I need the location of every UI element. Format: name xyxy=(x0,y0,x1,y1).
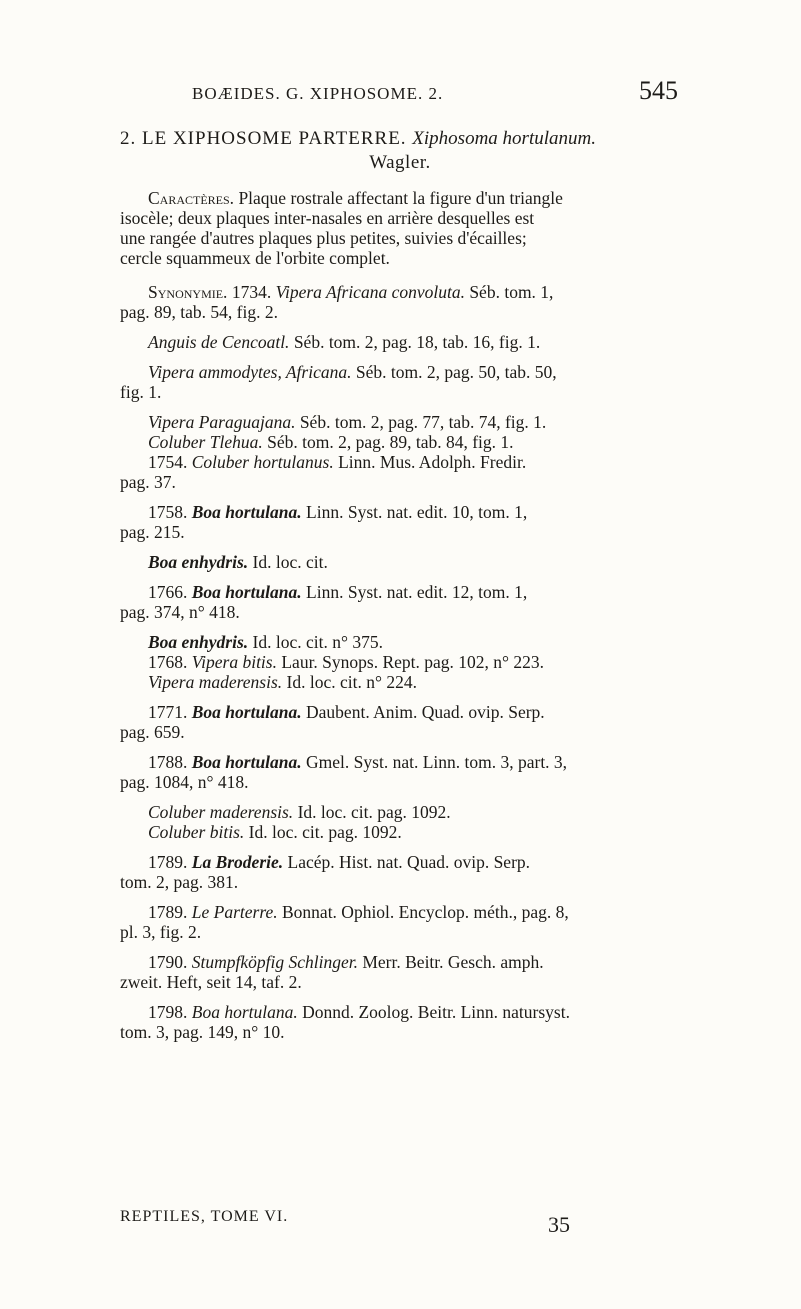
entry-name: Coluber hortulanus. xyxy=(191,452,334,472)
running-title: BOÆIDES. G. XIPHOSOME. 2. xyxy=(192,84,444,103)
entry-reference-cont: tom. 3, pag. 149, n° 10. xyxy=(120,1022,285,1042)
page-footer xyxy=(120,1208,680,1238)
synonymy-entry xyxy=(120,582,680,622)
synonymy-entry xyxy=(120,952,680,992)
entry-name: Coluber bitis. xyxy=(148,822,245,842)
entry-reference: Gmel. Syst. nat. Linn. tom. 3, part. 3, xyxy=(306,752,568,772)
characters-line: cercle squammeux de l'orbite complet. xyxy=(120,248,390,268)
entry-name: Coluber maderensis. xyxy=(148,802,294,822)
entry-reference: Linn. Syst. nat. edit. 10, tom. 1, xyxy=(306,502,528,522)
entry-name: Le Parterre. xyxy=(191,902,278,922)
page-header xyxy=(120,72,680,110)
synonymy-entry xyxy=(120,282,680,322)
entry-reference-cont: zweit. Heft, seit 14, taf. 2. xyxy=(120,972,302,992)
entry-reference: Merr. Beitr. Gesch. amph. xyxy=(362,952,544,972)
entry-name: Boa hortulana. xyxy=(191,752,302,772)
entry-name: Vipera bitis. xyxy=(191,652,277,672)
entry-year: 1789. xyxy=(148,902,188,922)
entry-reference: Séb. tom. 2, pag. 77, tab. 74, fig. 1. xyxy=(299,412,547,432)
entry-reference-cont: pag. 659. xyxy=(120,722,185,742)
entry-reference: Séb. tom. 2, pag. 18, tab. 16, fig. 1. xyxy=(293,332,541,352)
entry-name: Boa enhydris. xyxy=(148,552,249,572)
entry-reference: Séb. tom. 2, pag. 50, tab. 50, xyxy=(355,362,557,382)
entry-name: Vipera Africana convoluta. xyxy=(275,282,465,302)
entry-name: Vipera ammodytes, Africana. xyxy=(148,362,352,382)
species-title-latin: Xiphosoma hortulanum. xyxy=(412,128,596,149)
entry-name: Boa enhydris. xyxy=(148,632,249,652)
entry-name: Boa hortulana. xyxy=(191,582,302,602)
synonymy-entry xyxy=(120,802,680,842)
entry-reference-cont: pag. 374, n° 418. xyxy=(120,602,240,622)
synonymy-entry xyxy=(120,412,680,492)
entry-name: Vipera maderensis. xyxy=(148,672,283,692)
entry-name: Boa hortulana. xyxy=(191,702,302,722)
entry-reference: Lacép. Hist. nat. Quad. ovip. Serp. xyxy=(287,852,531,872)
entry-year: 1768. xyxy=(148,652,188,672)
synonymy-label: Synonymie. xyxy=(148,282,228,302)
synonymy-entry xyxy=(120,902,680,942)
entry-reference-cont: fig. 1. xyxy=(120,382,162,402)
entry-name: Coluber Tlehua. xyxy=(148,432,263,452)
characters-label: Caractères. xyxy=(148,188,235,208)
synonymy-entry xyxy=(120,502,680,542)
signature-mark: REPTILES, TOME VI. xyxy=(120,1208,289,1225)
entry-reference: Id. loc. cit. n° 224. xyxy=(286,672,417,692)
entry-reference: Donnd. Zoolog. Beitr. Linn. natursyst. xyxy=(302,1002,570,1022)
page-body xyxy=(120,72,680,1042)
entry-year: 1758. xyxy=(148,502,188,522)
entry-name: Vipera Paraguajana. xyxy=(148,412,296,432)
entry-reference: Id. loc. cit. n° 375. xyxy=(252,632,383,652)
synonymy-entry xyxy=(120,1002,680,1042)
sheet-number: 35 xyxy=(548,1212,570,1237)
entry-reference: Daubent. Anim. Quad. ovip. Serp. xyxy=(306,702,545,722)
entry-reference: Linn. Mus. Adolph. Fredir. xyxy=(338,452,527,472)
entry-name: Boa hortulana. xyxy=(191,502,302,522)
entry-reference: Linn. Syst. nat. edit. 12, tom. 1, xyxy=(306,582,528,602)
entry-reference: Séb. tom. 2, pag. 89, tab. 84, fig. 1. xyxy=(267,432,514,452)
synonymy-entry xyxy=(120,332,680,352)
entry-reference-cont: pag. 37. xyxy=(120,472,176,492)
species-title xyxy=(120,128,680,150)
synonymy-entry xyxy=(120,752,680,792)
entry-reference-cont: pag. 1084, n° 418. xyxy=(120,772,249,792)
synonymy-entry xyxy=(120,702,680,742)
entry-reference: Séb. tom. 1, xyxy=(469,282,554,302)
entry-reference: Id. loc. cit. pag. 1092. xyxy=(248,822,402,842)
entry-reference-cont: pag. 215. xyxy=(120,522,185,542)
entry-reference-cont: pl. 3, fig. 2. xyxy=(120,922,202,942)
species-title-french: 2. LE XIPHOSOME PARTERRE. xyxy=(120,128,407,149)
page-number: 545 xyxy=(639,76,678,105)
entry-name: Stumpfköpfig Schlinger. xyxy=(191,952,358,972)
entry-name: Boa hortulana. xyxy=(191,1002,298,1022)
synonymy-entry xyxy=(120,362,680,402)
synonymy-entry xyxy=(120,552,680,572)
synonymy-entry xyxy=(120,632,680,692)
entry-reference: Id. loc. cit. pag. 1092. xyxy=(297,802,451,822)
entry-reference-cont: pag. 89, tab. 54, fig. 2. xyxy=(120,302,278,322)
entry-name: La Broderie. xyxy=(191,852,284,872)
entry-reference: Id. loc. cit. xyxy=(252,552,328,572)
characters-line: isocèle; deux plaques inter-nasales en arrière desquelles est xyxy=(120,208,535,228)
synonymy-entry xyxy=(120,852,680,892)
entry-year: 1790. xyxy=(148,952,188,972)
entry-year: 1789. xyxy=(148,852,188,872)
entry-year: 1788. xyxy=(148,752,188,772)
entry-reference: Bonnat. Ophiol. Encyclop. méth., pag. 8, xyxy=(282,902,569,922)
entry-year: 1766. xyxy=(148,582,188,602)
characters-line: Plaque rostrale affectant la figure d'un triangle xyxy=(238,188,563,208)
entry-year: 1771. xyxy=(148,702,188,722)
characters-paragraph xyxy=(120,188,680,268)
entry-year: 1754. xyxy=(148,452,188,472)
entry-reference-cont: tom. 2, pag. 381. xyxy=(120,872,239,892)
characters-line: une rangée d'autres plaques plus petites, suivies d'écailles; xyxy=(120,228,527,248)
entry-year: 1734. xyxy=(231,282,272,302)
entry-name: Anguis de Cencoatl. xyxy=(148,332,290,352)
species-author: Wagler. xyxy=(369,152,431,173)
entry-reference: Laur. Synops. Rept. pag. 102, n° 223. xyxy=(281,652,545,672)
entry-year: 1798. xyxy=(148,1002,188,1022)
